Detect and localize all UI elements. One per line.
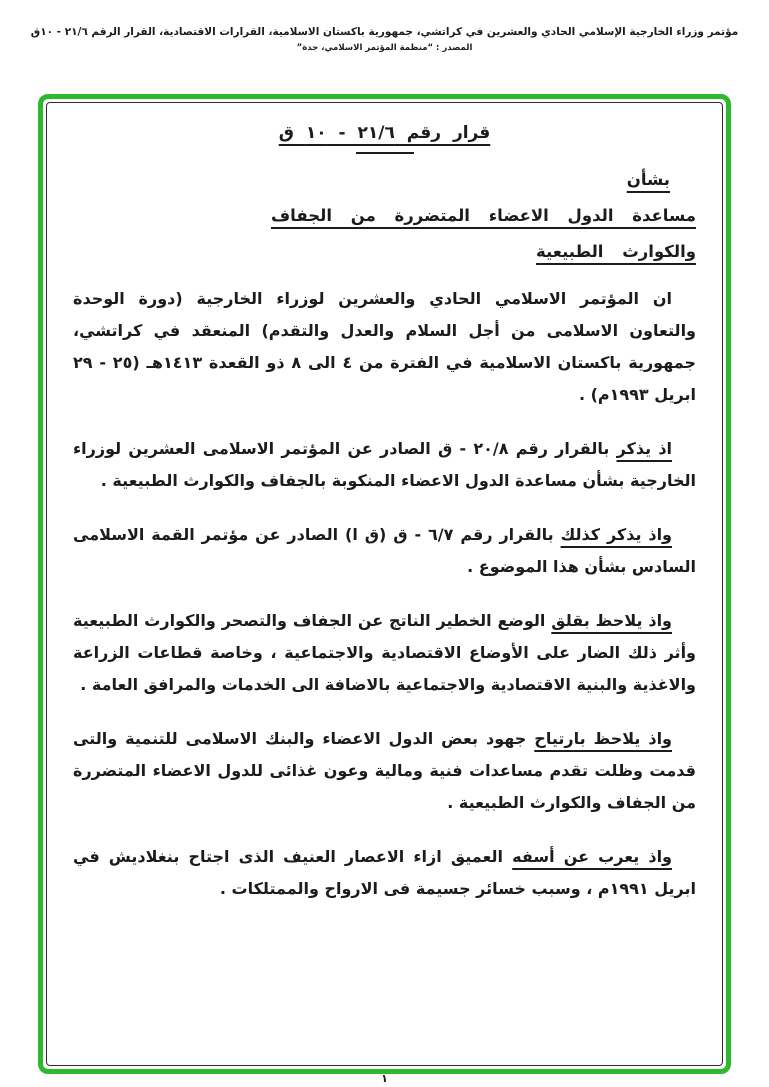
paragraph (73, 723, 696, 819)
page-number: ١ (381, 1072, 388, 1085)
paragraph-lead: واذ يعرب عن أسفه (512, 847, 672, 866)
paragraph (73, 841, 696, 905)
paragraph-lead: واذ يلاحظ بقلق (551, 611, 673, 630)
paragraph-lead: اذ يذكر (616, 439, 673, 458)
subject-line-row-2 (73, 242, 696, 261)
subject-line-row-1 (73, 206, 696, 225)
subject-line-1: مساعدة الدول الاعضاء المتضررة من الجفاف (271, 206, 696, 225)
paragraph-text: بالقرار رقم ٢٠/٨ - ق الصادر عن المؤتمر الاسلامى العشرين لوزراء الخارجية بشأن مساعدة الدول الاعضاء المنكوبة بالجفاف والكوارث الطبيعية . (73, 439, 696, 490)
paragraph-text: الوضع الخطير الناتج عن الجفاف والتصحر والكوارث الطبيعية وأثر ذلك الضار على الأوضاع الاقتصادية والاجتماعية ، وخاصة قطاعات الزراعة والاغذية والبنية الاقتصادية والاجتماعية بالاضافة الى الخدمات والمرافق العامة . (73, 611, 696, 694)
green-border-frame (38, 94, 731, 1074)
document-header (0, 0, 769, 53)
paragraph-text: جهود بعض الدول الاعضاء والبنك الاسلامى للتنمية والتى قدمت وظلت تقدم مساعدات فنية ومالية وعون غذائى للدول الاعضاء المتضررة من الجفاف والكوارث الطبيعية . (73, 729, 696, 812)
paragraph-text: العميق ازاء الاعصار العنيف الذى اجتاح بنغلاديش في ابريل ١٩٩١م ، وسبب خسائر جسيمة فى الارواح والممتلكات . (73, 847, 696, 898)
paragraph (73, 283, 696, 411)
inner-border-frame (46, 102, 723, 1066)
paragraph-text: بالقرار رقم ٦/٧ - ق (ق ا) الصادر عن مؤتمر القمة الاسلامى السادس بشأن هذا الموضوع . (73, 525, 696, 576)
paragraph (73, 519, 696, 583)
subject-line-2: والكوارث الطبيعية (536, 242, 696, 261)
header-line-1: مؤتمر وزراء الخارجية الإسلامي الحادي والعشرين في كراتشي، جمهورية باكستان الاسلامية، القرارات الاقتصادية، القرار الرقم ٢١/٦ - ١٠ق (30, 26, 739, 38)
header-source-line: المصدر : “منظمة المؤتمر الاسلامي، جدة” (296, 43, 473, 53)
subject-label: بشأن (626, 170, 670, 189)
paragraph (73, 433, 696, 497)
subject-label-row (73, 170, 670, 189)
paragraph-lead: واذ يذكر كذلك (560, 525, 673, 544)
title-underline-dash (356, 152, 414, 154)
paragraph (73, 605, 696, 701)
paragraph-lead: واذ يلاحظ بارتياح (534, 729, 672, 748)
resolution-title-row (73, 123, 696, 154)
paragraph-text: ان المؤتمر الاسلامي الحادي والعشرين لوزراء الخارجية (دورة الوحدة والتعاون الاسلامى من أجل السلام والعدل والتقدم) المنعقد في كراتشي، جمهورية باكستان الاسلامية في الفترة من ٤ الى ٨ ذو القعدة ١٤١٣هـ (٢٥ - ٢٩ ابريل ١٩٩٣م) . (73, 289, 697, 404)
resolution-title: قرار رقم ٢١/٦ - ١٠ ق (278, 123, 491, 143)
